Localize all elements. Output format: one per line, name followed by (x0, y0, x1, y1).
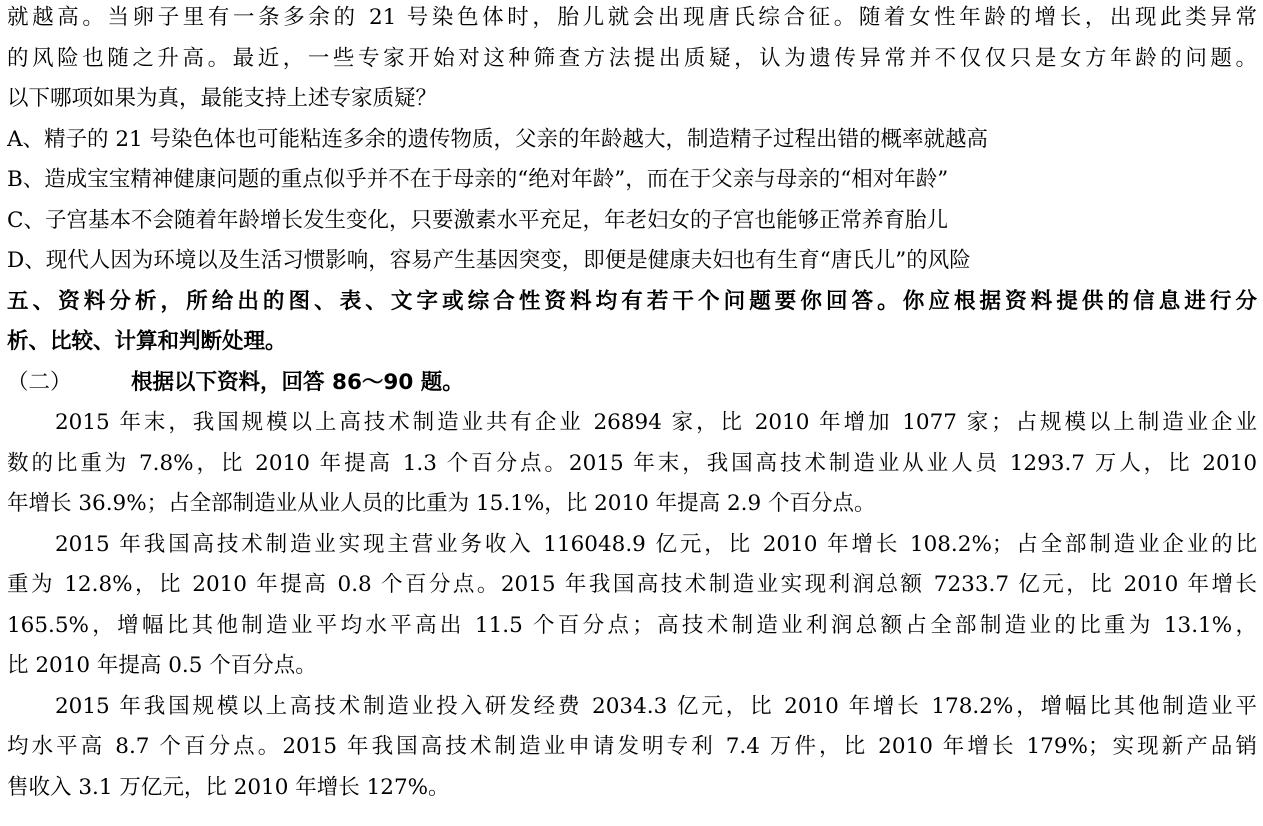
section-heading (7, 282, 1257, 363)
subsection-heading (7, 363, 1257, 404)
answer-options (7, 120, 1257, 282)
question-stem (7, 0, 1257, 120)
document-page (7, 0, 1257, 808)
section-heading-line: 析、比较、计算和判断处理。 (7, 329, 287, 354)
material-paragraph (7, 403, 1257, 525)
paragraph-line: 比 2010 年提高 0.5 个百分点。 (7, 653, 317, 678)
paragraph-line: 数的比重为 7.8%，比 2010 年提高 1.3 个百分点。2015 年末，我国高技术制造业从业人员 1293.7 万人，比 2010 (7, 450, 1257, 476)
material-paragraph (7, 525, 1257, 687)
question-stem-line: 就越高。当卵子里有一条多余的 21 号染色体时，胎儿就会出现唐氏综合征。随着女性年龄的增长，出现此类异常 (7, 5, 1257, 30)
question-stem-line: 的风险也随之升高。最近，一些专家开始对这种筛查方法提出质疑，认为遗传异常并不仅仅只是女方年龄的问题。 (7, 45, 1257, 71)
paragraph-line: 2015 年我国高技术制造业实现主营业务收入 116048.9 亿元，比 2010 年增长 108.2%；占全部制造业企业的比 (55, 531, 1257, 557)
option-d: D、现代人因为环境以及生活习惯影响，容易产生基因突变，即便是健康夫妇也有生育“唐氏儿”的风险 (7, 248, 971, 273)
question-prompt: 以下哪项如果为真，最能支持上述专家质疑？ (7, 86, 438, 111)
section-heading-line: 五、资料分析，所给出的图、表、文字或综合性资料均有若干个问题要你回答。你应根据资料提供的信息进行分 (7, 288, 1257, 314)
option-b: B、造成宝宝精神健康问题的重点似乎并不在于母亲的“绝对年龄”，而在于父亲与母亲的“相对年龄” (7, 167, 949, 192)
paragraph-line: 2015 年末，我国规模以上高技术制造业共有企业 26894 家，比 2010 年增加 1077 家；占规模以上制造业企业 (55, 410, 1257, 435)
subsection-title: 根据以下资料，回答 86～90 题。 (131, 369, 464, 395)
paragraph-line: 均水平高 8.7 个百分点。2015 年我国高技术制造业申请发明专利 7.4 万件，比 2010 年增长 179%；实现新产品销 (7, 734, 1257, 759)
paragraph-line: 165.5%，增幅比其他制造业平均水平高出 11.5 个百分点；高技术制造业利润总额占全部制造业的比重为 13.1%， (7, 612, 1257, 638)
material-paragraph (7, 687, 1257, 809)
option-c: C、子宫基本不会随着年龄增长发生变化，只要激素水平充足，年老妇女的子宫也能够正常养育胎儿 (7, 207, 948, 233)
option-a: A、精子的 21 号染色体也可能粘连多余的遗传物质，父亲的年龄越大，制造精子过程出错的概率就越高 (7, 126, 989, 152)
paragraph-line: 重为 12.8%，比 2010 年提高 0.8 个百分点。2015 年我国高技术制造业实现利润总额 7233.7 亿元，比 2010 年增长 (7, 572, 1257, 597)
paragraph-line: 2015 年我国规模以上高技术制造业投入研发经费 2034.3 亿元，比 2010 年增长 178.2%，增幅比其他制造业平 (55, 693, 1257, 719)
subsection-number: （二） (7, 369, 72, 395)
paragraph-line: 年增长 36.9%；占全部制造业从业人员的比重为 15.1%，比 2010 年提高 2.9 个百分点。 (7, 491, 876, 516)
paragraph-line: 售收入 3.1 万亿元，比 2010 年增长 127%。 (7, 774, 450, 800)
